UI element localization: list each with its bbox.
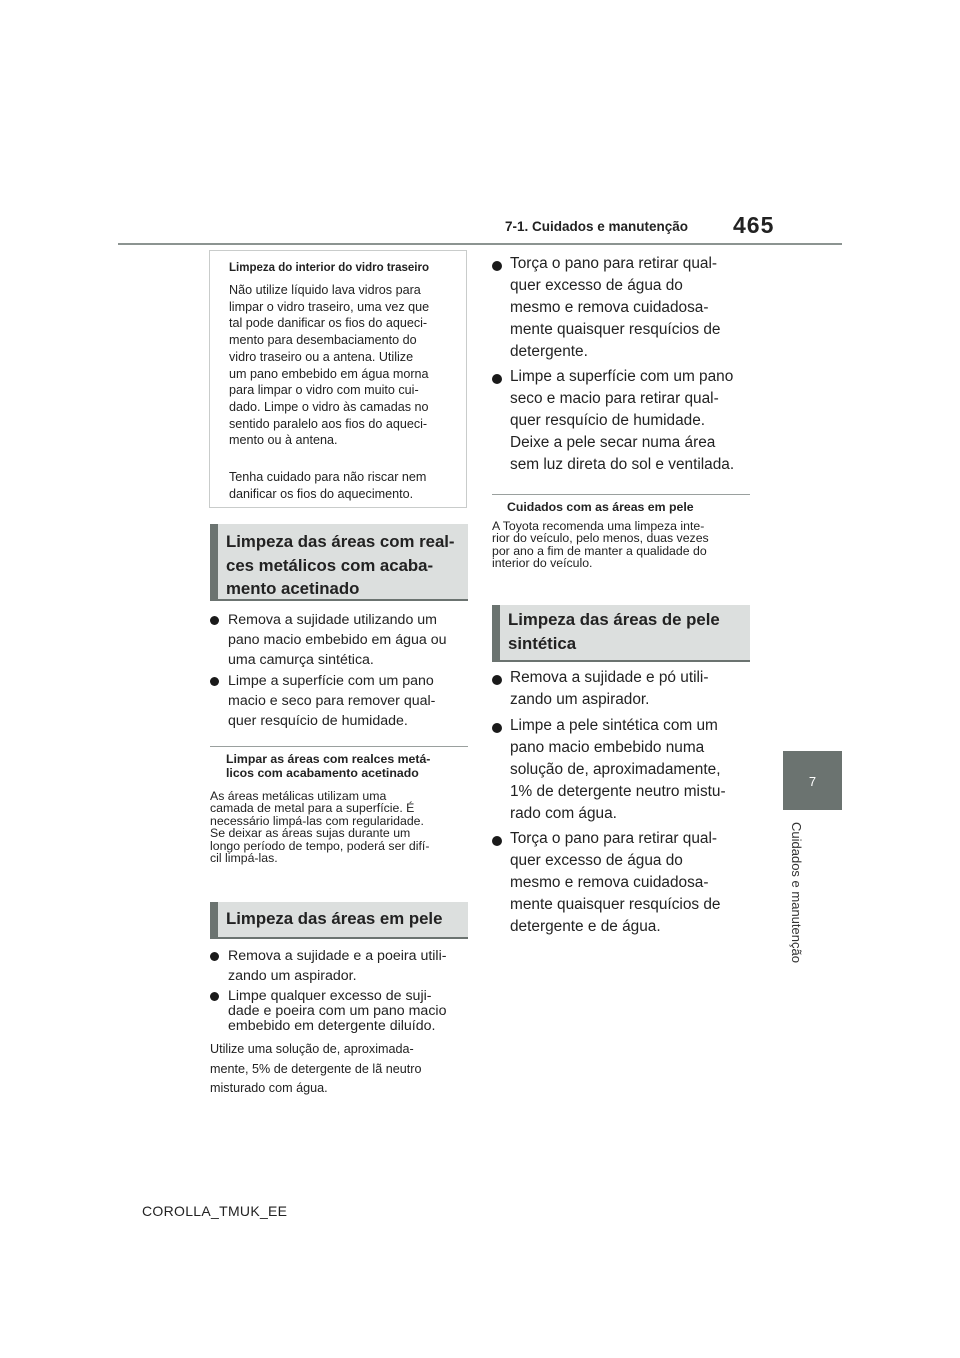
list-item	[492, 253, 762, 365]
chapter-label	[782, 822, 806, 992]
chapter-tab[interactable]	[783, 751, 842, 810]
section-reference: 7-1. Cuidados e manutenção	[505, 219, 689, 234]
text-line: Remova a sujidade e a poeira utili-	[228, 948, 447, 964]
text-line: quer excesso de água do	[510, 852, 683, 869]
text-line: Torça o pano para retirar qual-	[510, 255, 718, 272]
bullet-text	[510, 366, 734, 476]
text-line: por ano a fim de manter a qualidade do	[492, 543, 707, 558]
bullet-icon	[210, 616, 219, 625]
heading-line: mento acetinado	[226, 579, 360, 598]
bullet-icon	[492, 723, 502, 733]
bullet-icon	[210, 677, 219, 686]
text-line: uma camurça sintética.	[228, 652, 374, 668]
text-line: rado com água.	[510, 805, 617, 822]
text-line: quer excesso de água do	[510, 277, 683, 294]
text-line: solução de, aproximadamente,	[510, 761, 721, 778]
text-line: Deixe a pele secar numa área	[510, 434, 716, 451]
heading-underline	[210, 937, 468, 939]
list-item	[210, 989, 470, 1037]
text-line: mente quaisquer resquícios de	[510, 896, 721, 913]
text-line: interior do veículo.	[492, 556, 593, 571]
bullet-icon	[492, 675, 502, 685]
bullet-icon	[492, 836, 502, 846]
text-line: rior do veículo, pelo menos, duas vezes	[492, 531, 709, 546]
text-line: limpar o vidro traseiro, uma vez que	[229, 299, 430, 314]
header-rule	[118, 243, 842, 245]
list-item	[210, 671, 470, 731]
list-item	[492, 828, 762, 940]
note-rule	[492, 494, 750, 495]
bullet-text	[228, 610, 446, 670]
text-line: Limpe qualquer excesso de suji-	[228, 988, 432, 1004]
page-number: 465	[733, 212, 775, 238]
text-line: necessário limpá-las com regularidade.	[210, 813, 424, 828]
text-line: quer resquício de humidade.	[228, 713, 408, 729]
text-line: mente, 5% de detergente de lã neutro	[210, 1061, 422, 1076]
text-line: embebido em detergente diluído.	[228, 1018, 436, 1034]
heading-line: ces metálicos com acaba-	[226, 555, 434, 575]
heading-line: sintética	[508, 634, 577, 653]
list-item	[492, 366, 762, 478]
text-line: mento para desembaciamento do	[229, 333, 417, 348]
text-line: mesmo e remova cuidadosa-	[510, 299, 709, 316]
model-code: COROLLA_TMUK_EE	[142, 1203, 288, 1219]
text-line: Remova a sujidade e pó utili-	[510, 669, 709, 686]
text-line: licos com acabamento acetinado	[226, 766, 419, 780]
text-line: A Toyota recomenda uma limpeza inte-	[492, 519, 705, 533]
bullet-text	[510, 667, 708, 711]
bullet-icon	[492, 374, 502, 384]
text-line: zando um aspirador.	[228, 968, 357, 984]
text-line: longo período de tempo, poderá ser difí-	[210, 838, 430, 853]
chapter-label-text: Cuidados e manutenção	[789, 822, 804, 963]
text-line: dade e poeira com um pano macio	[228, 1003, 447, 1019]
text-line: mesmo e remova cuidadosa-	[510, 874, 709, 891]
text-line: Remova a sujidade utilizando um	[228, 612, 437, 628]
text-line: mento ou à antena.	[229, 433, 338, 448]
text-line: para limpar o vidro com muito cui-	[229, 383, 419, 398]
text-line: Não utilize líquido lava vidros para	[229, 283, 421, 297]
text-line: Limpe a superfície com um pano	[228, 673, 434, 689]
text-line: dado. Limpe o vidro às camadas no	[229, 399, 429, 414]
bullet-icon	[210, 992, 219, 1001]
caution-box-title: Limpeza do interior do vidro traseiro	[229, 262, 430, 274]
text-line: Limpar as áreas com realces metá-	[226, 752, 431, 766]
bullet-icon	[492, 261, 502, 271]
text-line: Torça o pano para retirar qual-	[510, 830, 718, 847]
text-line: vidro traseiro ou a antena. Utilize	[229, 349, 414, 364]
bullet-text	[228, 946, 446, 986]
text-line: mente quaisquer resquícios de	[510, 321, 721, 338]
text-line: cil limpá-las.	[210, 851, 278, 866]
note-rule	[210, 746, 468, 747]
caution-box-paragraph-1	[229, 282, 459, 449]
bullet-text	[510, 253, 720, 363]
note-title	[226, 752, 471, 780]
heading-line: Limpeza das áreas de pele	[508, 610, 720, 629]
text-line: misturado com água.	[210, 1081, 328, 1095]
heading-underline	[492, 660, 750, 662]
note-body	[210, 790, 472, 864]
text-line: quer resquício de humidade.	[510, 412, 706, 429]
heading-line: Limpeza das áreas com real-	[226, 532, 455, 551]
list-item	[210, 610, 470, 670]
bullet-icon	[210, 952, 219, 961]
text-line: seco e macio para retirar qual-	[510, 390, 719, 407]
text-line: pano macio embebido numa	[510, 739, 705, 756]
text-line: sentido paralelo aos fios do aqueci-	[229, 416, 428, 431]
text-line: detergente.	[510, 343, 588, 360]
text-line: tal pode danificar os fios do aqueci-	[229, 316, 428, 331]
text-line: As áreas metálicas utilizam uma	[210, 789, 387, 803]
caution-box-paragraph-2	[229, 469, 459, 502]
chapter-number: 7	[808, 774, 817, 789]
text-line: Limpe a pele sintética com um	[510, 717, 718, 734]
note-title: Cuidados com as áreas em pele	[507, 500, 694, 514]
usage-note	[210, 1040, 470, 1099]
text-line: um pano embebido em água morna	[229, 366, 429, 381]
section-heading-leather	[210, 902, 468, 939]
text-line: detergente e de água.	[510, 918, 661, 935]
bullet-text	[510, 828, 720, 938]
text-line: Utilize uma solução de, aproximada-	[210, 1042, 414, 1056]
text-line: Limpe a superfície com um pano	[510, 368, 734, 385]
text-line: danificar os fios do aquecimento.	[229, 486, 414, 501]
section-heading-synthetic-leather	[492, 605, 750, 662]
list-item	[210, 946, 470, 986]
bullet-text	[228, 989, 446, 1034]
heading-underline	[210, 599, 468, 601]
list-item	[492, 715, 762, 827]
text-line: pano macio embebido em água ou	[228, 632, 447, 648]
text-line: Se deixar as áreas sujas durante um	[210, 826, 411, 841]
text-line: macio e seco para remover qual-	[228, 693, 436, 709]
list-item	[492, 667, 762, 713]
text-line: sem luz direta do sol e ventilada.	[510, 456, 735, 473]
text-line: zando um aspirador.	[510, 691, 650, 708]
bullet-text	[228, 671, 435, 731]
note-body	[492, 520, 754, 570]
text-line: camada de metal para a superfície. É	[210, 801, 415, 816]
section-heading-metallic	[210, 524, 468, 601]
bullet-text	[510, 715, 726, 825]
text-line: Tenha cuidado para não riscar nem	[229, 470, 427, 484]
heading-line: Limpeza das áreas em pele	[226, 909, 443, 928]
text-line: 1% de detergente neutro mistu-	[510, 783, 726, 800]
